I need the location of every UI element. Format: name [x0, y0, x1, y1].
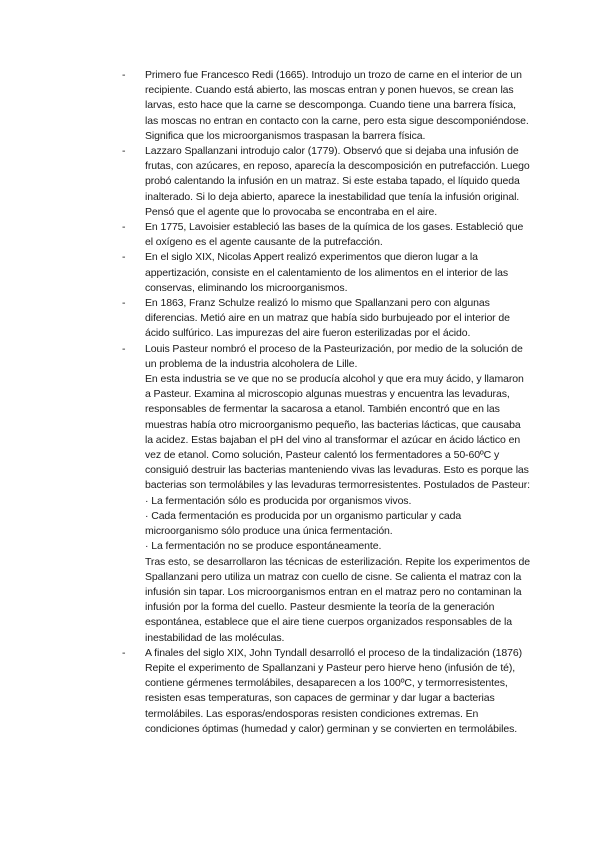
paragraph-redi: Primero fue Francesco Redi (1665). Introdujo un trozo de carne en el interior de un recipiente. Cuando está abierto, las moscas entran y ponen huevos, se crean las larvas, esto hace que la carne se descomponga. Cuando tiene una barrera física, las moscas no entran en contacto con la carne, pero esta sigue descomponiéndose. Significa que los microorganismos traspasan la barrera física.: [145, 69, 529, 142]
bullet-dash: -: [122, 145, 126, 158]
paragraph-lavoisier: En 1775, Lavoisier estableció las bases de la química de los gases. Estableció que el oxígeno es el agente causante de la putrefacción.: [145, 221, 524, 249]
postulate-3: · La fermentación no se produce espontáneamente.: [145, 540, 382, 553]
list-item-appert: [0, 250, 600, 296]
paragraph-tyndall: A finales del siglo XIX, John Tyndall desarrolló el proceso de la tindalización (1876) Repite el experimento de Spallanzani y Pasteur pero hierve heno (infusión de té), contiene gérmenes termolábiles, desaparecen a los 100ºC, y termorresistentes, resisten esas temperaturas, son capaces de germinar y dar lugar a bacterias termolábiles. Las esporas/endosporas resisten condiciones extremas. En condiciones óptimas (humedad y calor) germinan y se convierten en termolábiles.: [145, 646, 523, 735]
bullet-dash: -: [122, 69, 126, 81]
paragraph-schulze: En 1863, Franz Schulze realizó lo mismo que Spallanzani pero con algunas diferencias. Metió aire en un matraz que había sido burbujeado por el interior de ácido sulfúrico. Las impurezas del aire fueron esterilizadas por el ácido.: [145, 297, 510, 340]
bullet-dash: -: [122, 646, 126, 659]
list-item-redi: [0, 68, 600, 144]
list-item-pasteur: [0, 342, 600, 646]
document-page: [0, 68, 600, 737]
paragraph-spallanzani: Lazzaro Spallanzani introdujo calor (1779). Observó que si dejaba una infusión de frutas, con azúcares, en reposo, aparecía la descomposición en putrefacción. Luego probó calentando la infusión en un matraz. Si este estaba tapado, el líquido queda inalterado. Si lo deja abierto, aparece la inestabilidad que tenía la infusión original. Pensó que el agente que lo provocaba se encontraba en el aire.: [145, 145, 530, 218]
paragraph-appert: En el siglo XIX, Nicolas Appert realizó experimentos que dieron lugar a la appertización, consiste en el calentamiento de los alimentos en el interior de las conservas, eliminando los microorganismos.: [145, 251, 509, 294]
list-item-spallanzani: [0, 144, 600, 220]
list-item-schulze: [0, 296, 600, 342]
bullet-dash: -: [122, 251, 126, 264]
bullet-dash: -: [122, 297, 126, 310]
paragraph-pasteur-lille: En esta industria se ve que no se producía alcohol y que era muy ácido, y llamaron a Pasteur. Examina al microscopio algunas muestras y encuentra las levaduras, responsables de fermentar la sacarosa a etanol. También encontró que en las muestras había otro microorganismo pequeño, las bacterias lácticas, que causaba la acidez. Estas bajaban el pH del vino al transformar el azúcar en ácido láctico en vez de etanol. Como solución, Pasteur calentó los fermentadores a 50-60ºC y consiguió destruir las bacterias manteniendo vivas las levaduras. Esto es porque las bacterias son termolábiles y las levaduras termorresistentes. Postulados de Pasteur:: [145, 373, 530, 492]
bullet-dash: -: [122, 221, 126, 234]
paragraph-pasteur-intro: Louis Pasteur nombró el proceso de la Pasteurización, por medio de la solución de un problema de la industria alcoholera de Lille.: [145, 342, 523, 370]
postulate-1: · La fermentación sólo es producida por organismos vivos.: [145, 494, 412, 507]
postulate-2: · Cada fermentación es producida por un organismo particular y cada microorganismo sólo produce una única fermentación.: [145, 509, 462, 538]
paragraph-pasteur-sterilization: Tras esto, se desarrollaron las técnicas de esterilización. Repite los experimentos de Spallanzani pero utiliza un matraz con cuello de cisne. Se calienta el matraz con la infusión sin tapar. Los microorganismos entran en el matraz pero no contaminan la infusión por la forma del cuello. Pasteur desmiente la teoría de la generación espontánea, establece que el aire tiene cuerpos organizados responsables de la inestabilidad de las moléculas.: [145, 555, 530, 644]
list-item-tyndall: [0, 646, 600, 737]
bullet-dash: -: [122, 342, 126, 355]
list-item-lavoisier: [0, 220, 600, 250]
